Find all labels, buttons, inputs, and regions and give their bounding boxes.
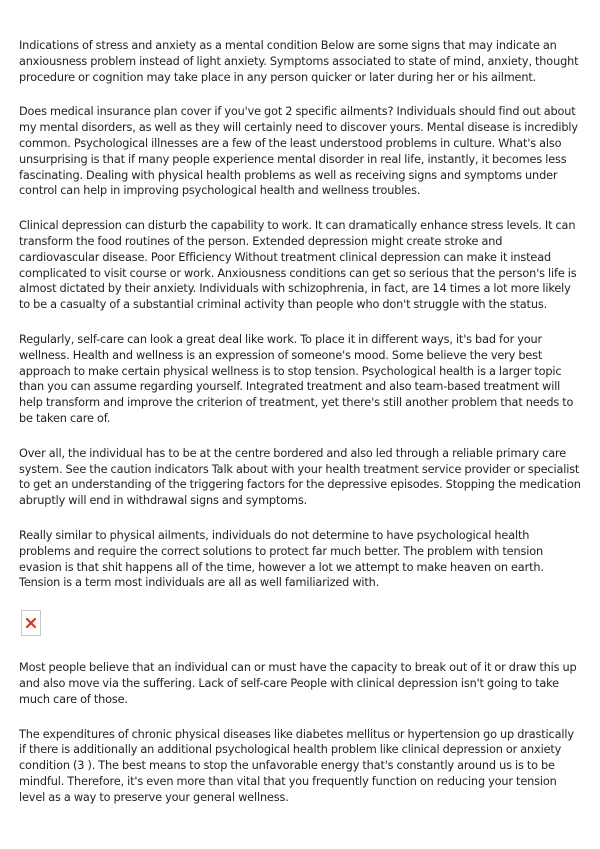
broken-image-placeholder <box>21 610 41 636</box>
paragraph-1: Indications of stress and anxiety as a mental condition Below are some signs that may indicate an anxiousness problem instead of light anxiety. Symptoms associated to state of mind, anxiety, thought procedure or cognition may take place in any person quicker or later during her or his ailment. <box>19 39 579 84</box>
paragraph-4: Regularly, self-care can look a great deal like work. To place it in different ways, it's bad for your wellness. Health and wellness is an expression of someone's mood. Some believe the very best approach to make certain physical wellness is to stop tension. Psychological health is a larger topic than you can assume regarding yourself. Integrated treatment and also team-based treatment will help transform and improve the criterion of treatment, yet there's still another problem that needs to be taken care of. <box>19 332 574 425</box>
paragraph-2: Does medical insurance plan cover if you've got 2 specific ailments? Individuals should find out about my mental disorders, as well as they will certainly need to discover yours. Mental disease is incredibly common. Psychological illnesses are a few of the least understood problems in culture. What's also unsurprising is that if many people experience mental disorder in real life, instantly, it becomes less fascinating. Dealing with physical health problems as well as receiving signs and symptoms under control can help in improving psychological health and wellness troubles. <box>19 105 578 198</box>
paragraph-3: Clinical depression can disturb the capability to work. It can dramatically enhance stress levels. It can transform the food routines of the person. Extended depression might create stroke and cardiovascular disease. Poor Efficiency Without treatment clinical depression can make it instead complicated to visit course or work. Anxiousness conditions can get so serious that the person's life is almost dictated by their anxiety. Individuals with schizophrenia, in fact, are 14 times a lot more likely to be a casualty of a substantial criminal activity than people who don't struggle with the status. <box>19 219 577 312</box>
broken-image-icon <box>25 617 37 629</box>
paragraph-7: Most people believe that an individual can or must have the capacity to break out of it or draw this up and also move via the suffering. Lack of self-care People with clinical depression isn't going to take much care of those. <box>19 661 577 706</box>
article-body <box>19 38 581 824</box>
paragraph-5: Over all, the individual has to be at the centre bordered and also led through a reliable primary care system. See the caution indicators Talk about with your health treatment service provider or specialist to get an understanding of the triggering factors for the depressive episodes. Stopping the medication abruptly will end in withdrawal signs and symptoms. <box>19 446 581 508</box>
paragraph-8: The expenditures of chronic physical diseases like diabetes mellitus or hypertension go up drastically if there is additionally an additional psychological health problem like clinical depression or anxiety condition (3 ). The best means to stop the unfavorable energy that's constantly around us is to be mindful. Therefore, it's even more than vital that you frequently function on reducing your tension level as a way to preserve your general wellness. <box>19 727 574 804</box>
paragraph-6: Really similar to physical ailments, individuals do not determine to have psychological health problems and require the correct solutions to protect far much better. The problem with tension evasion is that shit happens all of the time, however a lot we attempt to make heaven on earth. Tension is a term most individuals are all as well familiarized with. <box>19 528 544 590</box>
